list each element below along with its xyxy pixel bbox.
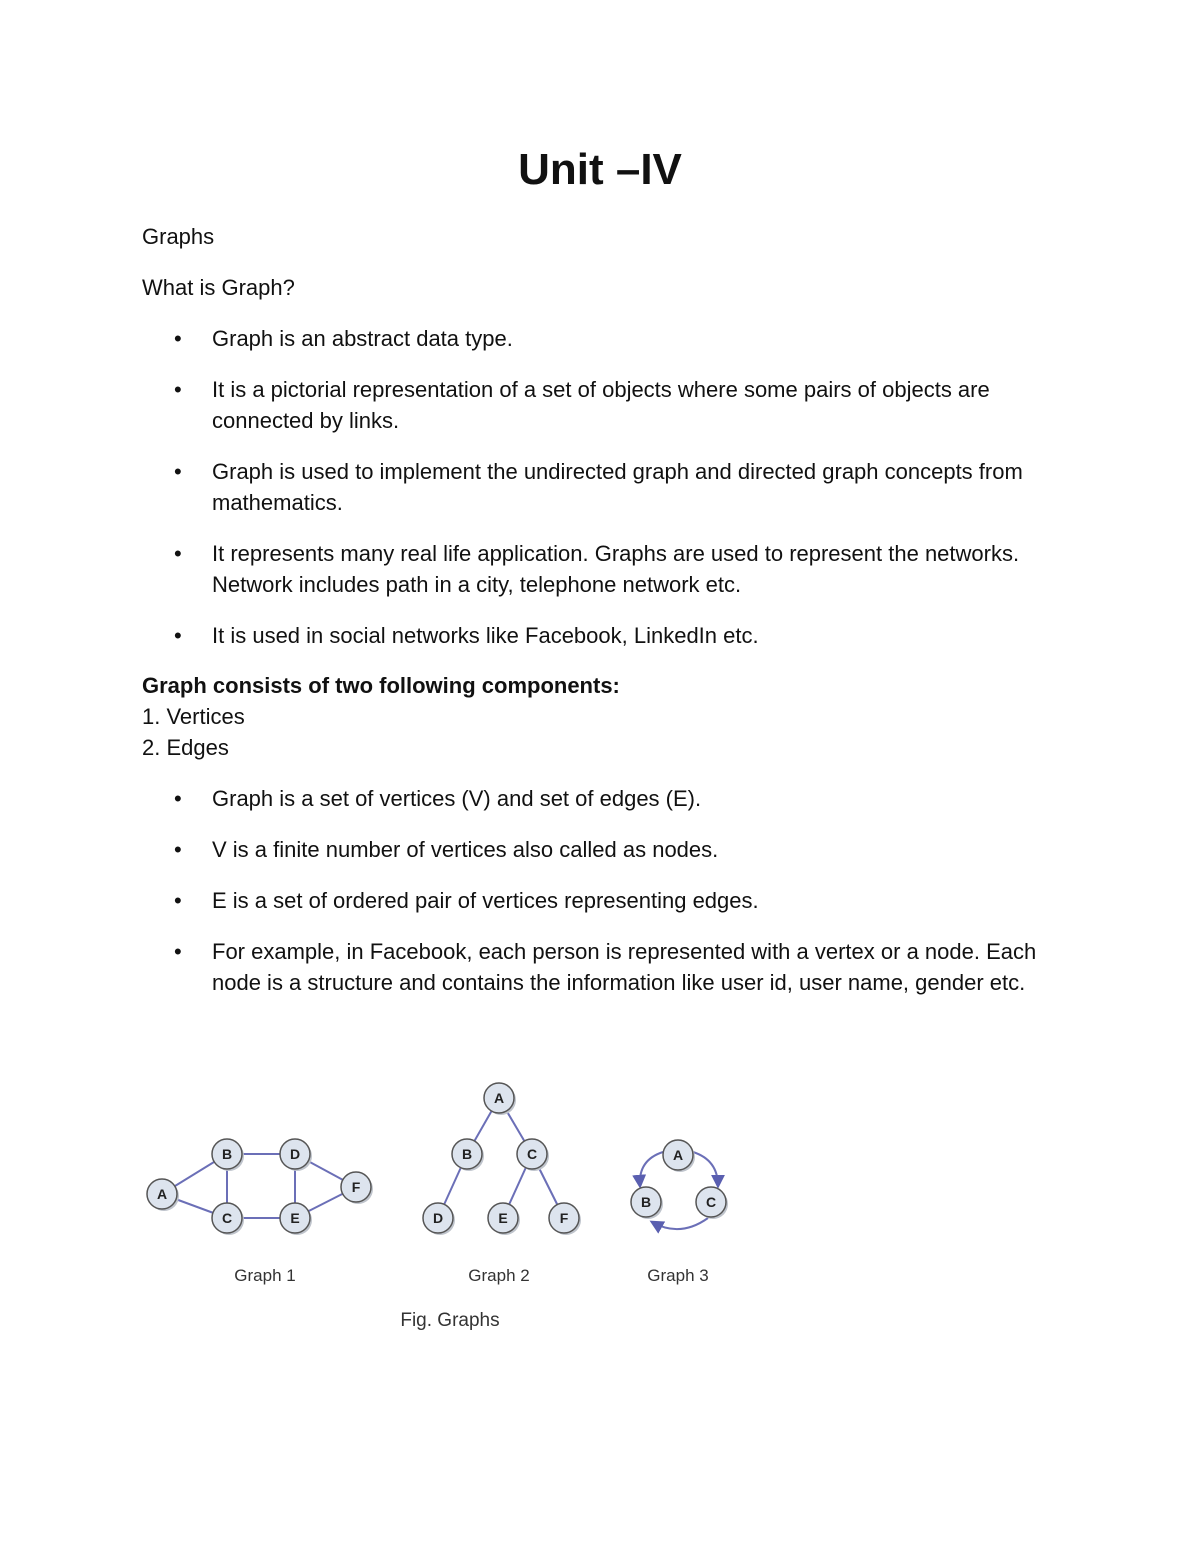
list-item: • It is used in social networks like Facebook, LinkedIn etc. bbox=[174, 623, 759, 648]
edge-C-B bbox=[652, 1218, 708, 1229]
node-label: E bbox=[498, 1210, 508, 1226]
node-label: C bbox=[705, 1194, 717, 1210]
graph-2 bbox=[423, 1083, 581, 1235]
node-label: F bbox=[351, 1179, 361, 1195]
question-heading: What is Graph? bbox=[142, 275, 295, 300]
node-label: B bbox=[461, 1146, 473, 1162]
list-item: • For example, in Facebook, each person is represented with a vertex or a node. Each node is a structure and contains the information like user id, user name, gender etc. bbox=[174, 939, 1037, 995]
page-title: Unit –IV bbox=[518, 145, 682, 194]
node-label: B bbox=[640, 1194, 652, 1210]
node-label: C bbox=[221, 1210, 233, 1226]
section-heading: Graphs bbox=[142, 224, 215, 249]
node-label: A bbox=[156, 1186, 168, 1202]
node-label: A bbox=[672, 1147, 684, 1163]
figure-caption: Fig. Graphs bbox=[400, 1310, 500, 1331]
node-label: B bbox=[221, 1146, 233, 1162]
list-item: • E is a set of ordered pair of vertices representing edges. bbox=[174, 888, 759, 913]
edge-A-C bbox=[693, 1152, 718, 1186]
component-vertices: 1. Vertices bbox=[142, 704, 245, 729]
graph-3-caption: Graph 3 bbox=[647, 1266, 709, 1285]
graph-1 bbox=[147, 1139, 373, 1235]
graph-1-caption: Graph 1 bbox=[234, 1266, 296, 1285]
list-item: • V is a finite number of vertices also called as nodes. bbox=[174, 837, 719, 862]
list-item: • Graph is an abstract data type. bbox=[174, 326, 513, 351]
node-label: E bbox=[290, 1210, 300, 1226]
list-item: • It is a pictorial representation of a set of objects where some pairs of objects are connected by links. bbox=[174, 377, 990, 433]
node-label: F bbox=[559, 1210, 569, 1226]
graph-2-caption: Graph 2 bbox=[468, 1266, 530, 1285]
list-item: • It represents many real life application. Graphs are used to represent the networks. Network includes path in a city, telephone network etc. bbox=[174, 541, 1020, 597]
list-item: • Graph is used to implement the undirected graph and directed graph concepts from mathematics. bbox=[174, 459, 1023, 515]
component-edges: 2. Edges bbox=[142, 735, 229, 760]
edge-A-B bbox=[640, 1152, 663, 1186]
node-label: C bbox=[526, 1146, 538, 1162]
node-label: D bbox=[289, 1146, 301, 1162]
graph-3 bbox=[631, 1140, 728, 1229]
list-item: • Graph is a set of vertices (V) and set of edges (E). bbox=[174, 786, 702, 811]
components-heading: Graph consists of two following components: bbox=[142, 673, 620, 698]
node-label: A bbox=[493, 1090, 505, 1106]
node-label: D bbox=[432, 1210, 444, 1226]
